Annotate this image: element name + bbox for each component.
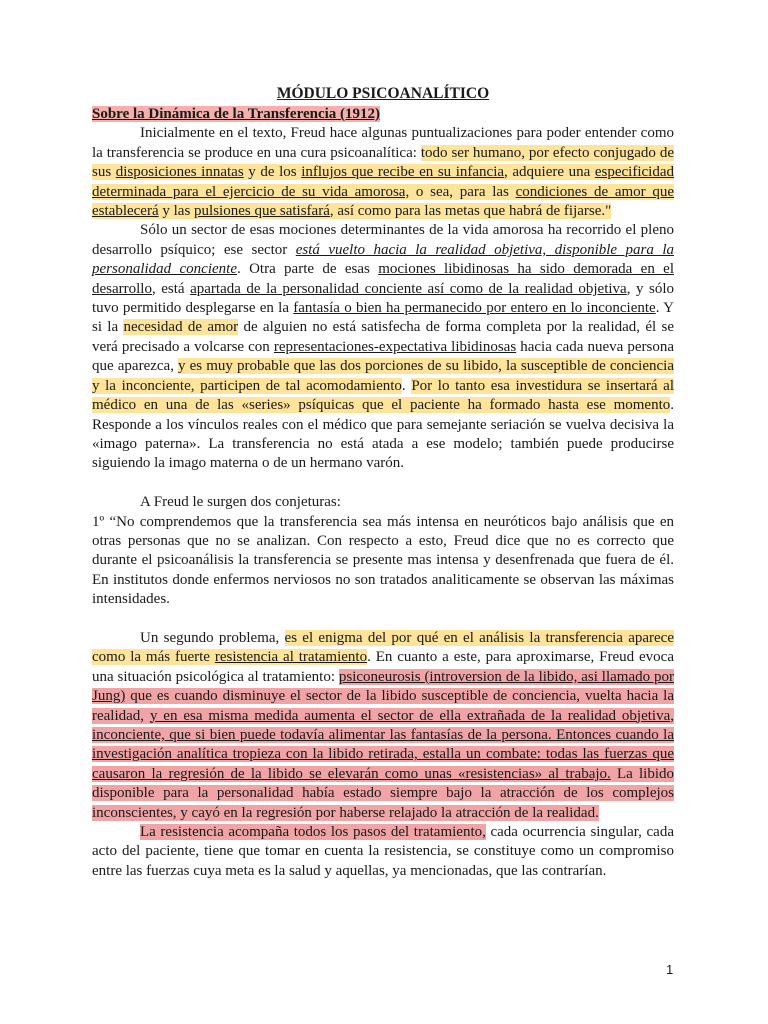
p2-run: . Responde a los vínculos reales con el médico que para semejante seriación se vuelva decisiva la «imago paterna». La transferencia no está atada a ese modelo; también puede producirse siguiendo la imago materna o de un hermano varón. [92,397,674,472]
p2-run: representaciones-expectativa libidinosas [273,338,517,355]
p5-run: psiconeurosis (introversion de la libido, asi llamado por Jung) [92,668,674,705]
p1-run: especificidad determinada para el ejercicio de su vida amorosa [92,164,674,200]
p5-run: . En cuanto a este, para aproximarse, Freud evoca una situación psicológica al tratamiento: [92,649,674,685]
p2-run: . Y si la [92,300,674,336]
subtitle-text: Sobre la Dinámica de la Transferencia (1912) [92,106,381,122]
p1-run: influjos que recibe en su infancia [301,164,505,181]
p2-run: Sólo un sector de esas mociones determinantes de la vida amorosa ha recorrido el pleno desarrollo psíquico; ese sector [92,222,674,258]
p2-run: Por lo tanto esa investidura se insertará al médico en una de las «series» psíquicas que el paciente ha formado hasta ese momento [92,377,674,414]
paragraph-5 [92,629,674,823]
p1-run: Inicialmente en el texto, Freud hace algunas puntualizaciones para poder entender como la transferencia se produce en una cura psicoanalítica: [92,125,674,161]
p2-run: , está [151,280,191,297]
p2-run: mociones libidinosas ha sido demorada en el desarrollo [92,261,674,297]
p2-run: hacia cada nueva persona que aparezca, [92,338,674,375]
p1-run: y de los [243,164,302,181]
p5-run: Un segundo problema, [140,629,285,646]
p2-run: fantasía o bien ha permanecido por entero en lo inconciente [293,300,656,317]
p1-run: pulsiones que satisfará [194,203,330,220]
p5-run: es el enigma del por qué en el análisis la transferencia aparece como la más fuerte [92,629,674,666]
section-subtitle [92,105,674,124]
p2-run: necesidad de amor [123,319,239,336]
paragraph-4: 1º “No comprendemos que la transferencia sea más intensa en neuróticos bajo análisis que en otras personas que no se analizan. Con respecto a esto, Freud dice que no es correcto que durante el psicoanálisis la transferencia se presente mas intensa y desenfrenada que fuera de él. En institutos donde enfermos nerviosos no son tratados analiticamente se observan las máximas intensidades. [92,513,674,608]
p1-run: disposiciones innatas [115,164,244,181]
paragraph-6 [92,823,674,881]
document-page [92,84,674,881]
p5-run: . Entonces cuando la investigación analítica tropieza con la libido retirada, estalla un combate: todas las fuerzas que causaron la regresión de la libido se elevarán como unas «resistencias» al trabajo. [92,726,675,782]
p5-run: que es cuando disminuye el sector de la libido susceptible de conciencia, vuelta hacia la realidad, [92,688,674,724]
paragraph-1 [92,124,674,221]
page-number: 1 [666,962,674,977]
paragraph-2 [92,221,674,473]
p5-run: La libido disponible para la personalidad había estado siempre bajo la atracción de los complejos inconscientes, y cayó en la regresión por haberse relajado la atracción de la realidad. [92,765,674,821]
p2-run: . Otra parte de esas [236,261,379,278]
p5-run: y en esa misma medida aumenta el sector de ella extrañada de la realidad objetiva, inconciente, que si bien puede todavía alimentar las fantasías de la persona [92,707,674,743]
p2-run: , y sólo tuvo permitido desplegarse en la [92,280,674,317]
p2-run: está vuelto hacia la realidad objetiva, disponible para la personalidad conciente [92,241,674,278]
p2-run: . [401,377,412,394]
p1-run: , adquiere una [504,164,595,181]
p1-run: condiciones de amor que establecerá [92,183,674,220]
p6-run: cada ocurrencia singular, cada acto del paciente, tiene que tomar en cuenta la resistencia, se constituye como un compromiso entre las fuerzas cuya meta es la salud y aquellas, ya mencionadas, que las contrarían. [92,824,674,879]
p2-run: y es muy probable que las dos porciones de su libido, la susceptible de conciencia y la inconciente, participen de tal acomodamiento [92,358,674,394]
p1-run: , así como para las metas que habrá de fijarse." [329,203,612,220]
p1-run: y las [158,203,195,220]
p2-run: de alguien no está satisfecha de forma completa por la realidad, él se verá precisado a volcarse con [92,319,674,355]
p5-run: resistencia al tratamiento [214,649,368,666]
document-title: MÓDULO PSICOANALÍTICO [276,85,490,102]
p1-run: todo ser humano, por efecto conjugado de sus [92,144,674,181]
paragraph-3: A Freud le surgen dos conjeturas: [140,494,341,511]
p6-run: La resistencia acompaña todos los pasos del tratamiento, [140,824,486,840]
p2-run: apartada de la personalidad conciente así como de la realidad objetiva [190,280,627,297]
p1-run: , o sea, para las [405,183,516,200]
